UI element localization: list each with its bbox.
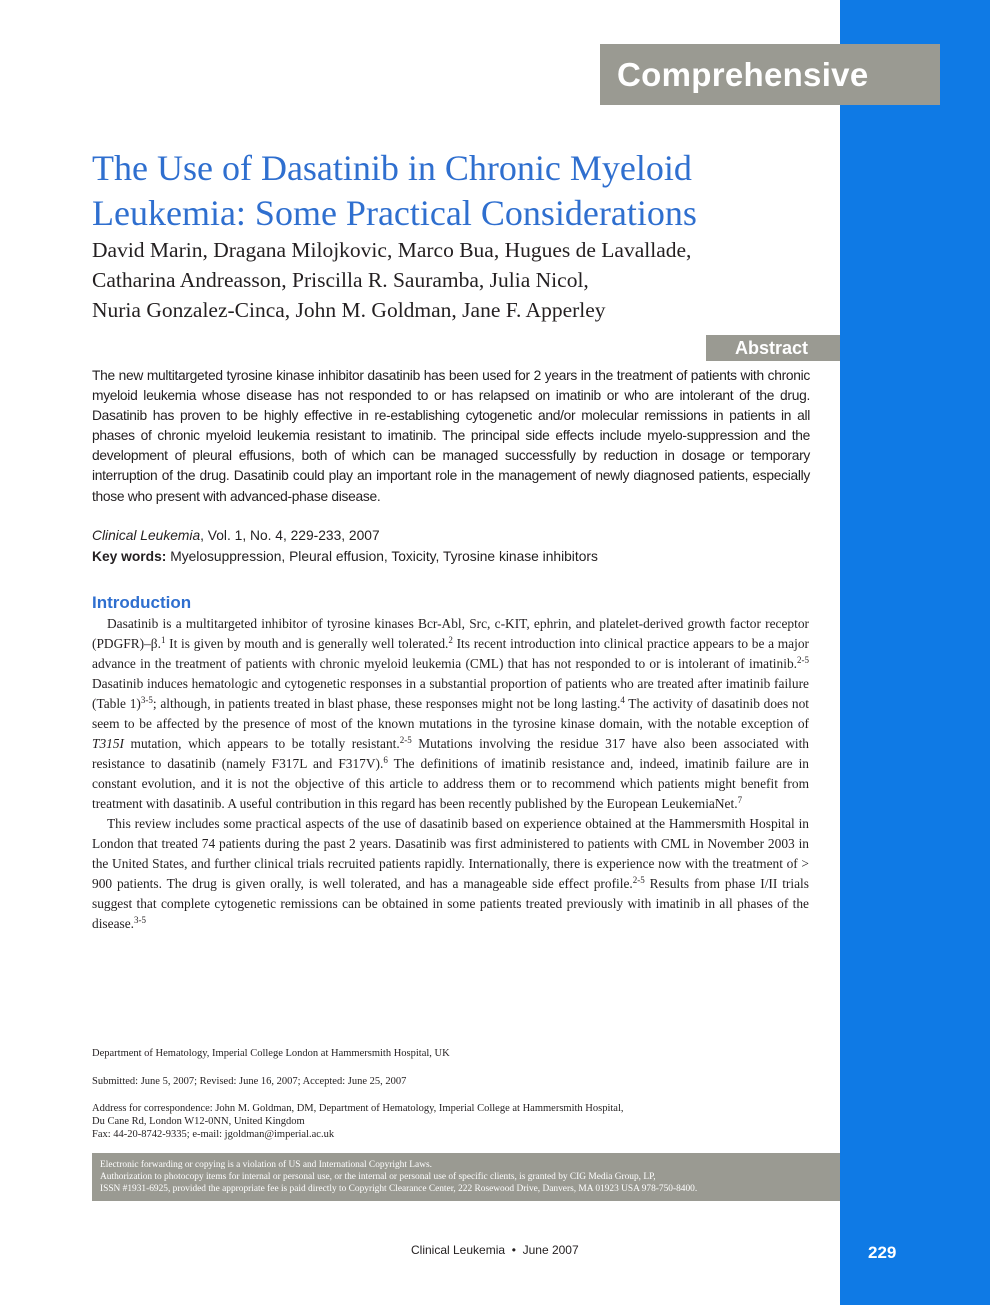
reference-marker: 2 — [448, 635, 453, 645]
introduction-paragraph-1 — [92, 614, 809, 814]
text-run: ; although, in patients treated in blast phase, these responses might not be long lasting. — [152, 696, 621, 711]
correspondence-line: Address for correspondence: John M. Goldman, DM, Department of Hematology, Imperial College at Hammersmith Hospital, — [92, 1103, 624, 1114]
text-run: Its recent introduction into clinical practice appears to be a major advance in the treatment of patients with chronic myeloid leukemia (CML) that has not responded to or is intolerant of imatinib. — [92, 636, 809, 671]
submission-dates: Submitted: June 5, 2007; Revised: June 16, 2007; Accepted: June 25, 2007 — [92, 1076, 407, 1087]
text-run: Dasatinib induces hematologic and cytogenetic responses in a substantial proportion of patients who are treated after imatinib failure (Table 1) — [92, 676, 809, 711]
section-label: Comprehensive Review — [617, 56, 869, 154]
article-title: The Use of Dasatinib in Chronic Myeloid Leukemia: Some Practical Considerations — [92, 148, 697, 233]
text-run: mutation, which appears to be totally resistant. — [124, 736, 400, 751]
author-list — [92, 235, 812, 325]
introduction-heading: Introduction — [92, 593, 192, 612]
copyright-notice — [92, 1153, 840, 1201]
text-run: The definitions of imatinib resistance and, indeed, imatinib failure are in constant evolution, and it is not the objective of this article to address them or to recommend which patients might benefit from treatment with dasatinib. A useful contribution in this regard has been recently published by the European LeukemiaNet. — [92, 756, 810, 811]
reference-marker: 2-5 — [632, 875, 645, 885]
reference-marker: 3-5 — [134, 915, 147, 925]
keywords-line — [92, 547, 810, 568]
reference-marker: 1 — [160, 635, 166, 645]
text-run: Mutations involving the residue 317 have also been associated with resistance to dasatinib (namely F317L and F317V). — [92, 736, 809, 771]
text-run: Results from phase I/II trials suggest that complete cytogenetic remissions can be obtained in some patients treated previously with imatinib in all phases of the disease. — [92, 876, 809, 931]
reference-marker: 2-5 — [797, 655, 809, 665]
citation-details: , Vol. 1, No. 4, 229-233, 2007 — [200, 528, 380, 543]
text-run: Dasatinib is a multitargeted inhibitor of tyrosine kinases Bcr-Abl, Src, c-KIT, ephrin, and platelet-derived growth factor receptor (PDGFR)–β. — [92, 616, 809, 651]
citation-journal: Clinical Leukemia — [92, 528, 201, 543]
reference-marker: 3-5 — [140, 695, 153, 705]
blue-sidebar — [840, 0, 990, 1305]
footer-journal-name: Clinical Leukemia — [411, 1243, 506, 1257]
author-line: Nuria Gonzalez-Cinca, John M. Goldman, Jane F. Apperley — [92, 298, 606, 322]
affiliation-note: Department of Hematology, Imperial College London at Hammersmith Hospital, UK — [92, 1048, 450, 1059]
reference-marker: 7 — [737, 795, 743, 805]
text-run: The activity of dasatinib does not seem to be affected by the presence of most of the known mutations in the tyrosine kinase domain, with the notable exception of — [92, 696, 809, 731]
page-number: 229 — [868, 1243, 897, 1262]
footer-journal — [411, 1242, 579, 1258]
copyright-line: ISSN #1931-6925, provided the appropriate fee is paid directly to Copyright Clearance Center, 222 Rosewood Drive, Danvers, MA 01923 USA 978-750-8400. — [100, 1184, 698, 1194]
mutation-name: T315I — [92, 736, 124, 751]
footer-date: June 2007 — [522, 1243, 579, 1257]
reference-marker: 2-5 — [399, 735, 412, 745]
introduction-paragraph-2 — [92, 814, 809, 934]
abstract-label: Abstract — [706, 335, 840, 361]
reference-marker: 6 — [383, 755, 388, 765]
keywords-label: Key words: — [92, 548, 167, 564]
citation-block — [92, 526, 810, 567]
author-line: Catharina Andreasson, Priscilla R. Sauramba, Julia Nicol, — [92, 268, 589, 292]
citation-line — [92, 526, 810, 547]
section-banner — [600, 44, 940, 154]
copyright-line: Authorization to photocopy items for internal or personal use, or the internal or personal use of specific clients, is granted by CIG Media Group, LP, — [100, 1172, 656, 1182]
correspondence-line: Fax: 44-20-8742-9335; e-mail: jgoldman@imperial.ac.uk — [92, 1129, 335, 1140]
correspondence-line: Du Cane Rd, London W12-0NN, United Kingdom — [92, 1116, 305, 1127]
reference-marker: 4 — [620, 695, 625, 705]
copyright-line: Electronic forwarding or copying is a violation of US and International Copyright Laws. — [100, 1160, 432, 1170]
correspondence-note — [92, 1102, 792, 1141]
text-run: This review includes some practical aspects of the use of dasatinib based on experience obtained at the Hammersmith Hospital in London that treated 74 patients during the past 2 years. Dasatinib was first administered to patients with CML in November 2003 in the United States, and further clinical trials recruited patients rapidly. Internationally, there is experience now with the treatment of > 900 patients. The drug is given orally, is well tolerated, and has a manageable side effect profile. — [92, 816, 809, 891]
footer-bullet: • — [511, 1243, 516, 1257]
author-line: David Marin, Dragana Milojkovic, Marco Bua, Hugues de Lavallade, — [92, 238, 692, 262]
keywords-list: Myelosuppression, Pleural effusion, Toxicity, Tyrosine kinase inhibitors — [166, 548, 598, 564]
text-run: It is given by mouth and is generally well tolerated. — [165, 636, 449, 651]
abstract-text: The new multitargeted tyrosine kinase inhibitor dasatinib has been used for 2 years in the treatment of patients with chronic myeloid leukemia whose disease has not responded to or has relapsed on imatinib or who are intolerant of the drug. Dasatinib has proven to be highly effective in re-establishing cytogenetic and/or molecular remissions in patients in all phases of chronic myeloid leukemia resistant to imatinib. The principal side effects include myelo-suppression and the development of pleural effusions, both of which can be managed successfully by reduction in dosage or temporary interruption of the drug. Dasatinib could play an important role in the management of newly diagnosed patients, especially those who present with advanced-phase disease. — [92, 368, 810, 504]
introduction-body — [92, 614, 809, 934]
